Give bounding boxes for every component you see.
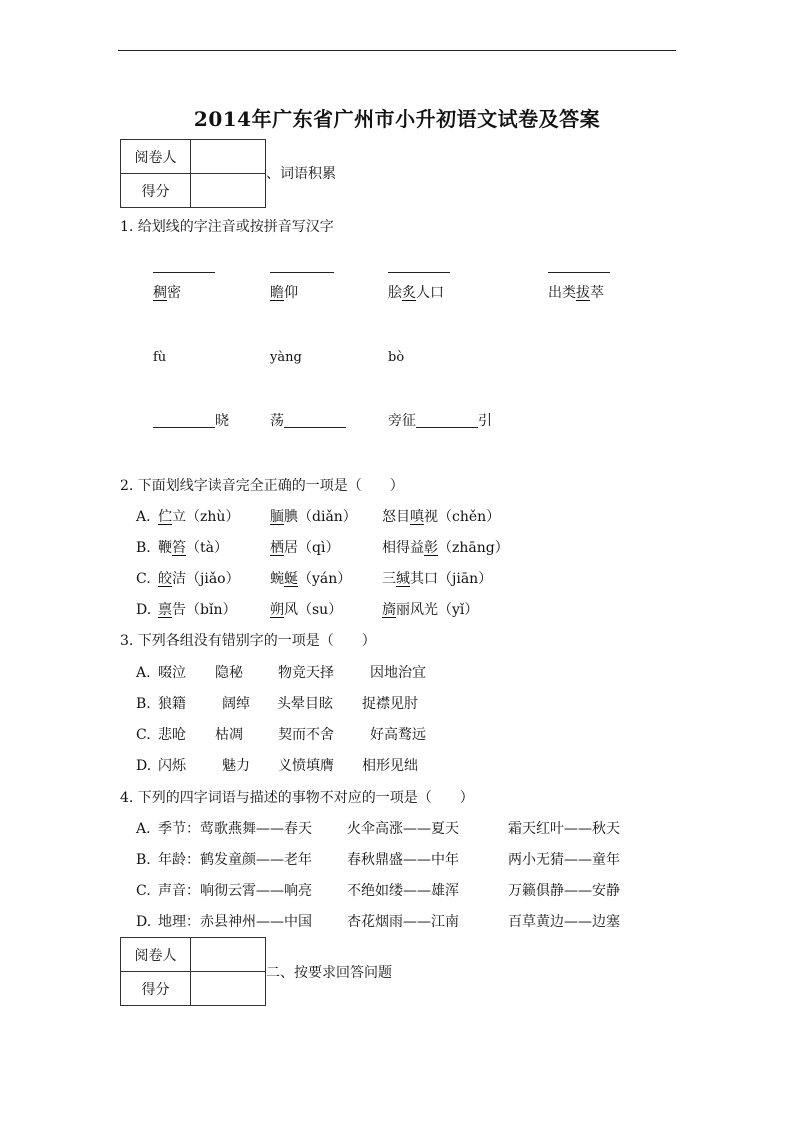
question-2-stem: 2. 下面划线字读音完全正确的一项是（ ）: [120, 478, 404, 494]
option-item: 百草黄边——边塞: [508, 914, 620, 930]
option-item: 春秋鼎盛——中年: [347, 852, 459, 868]
option-item: 契而不舍: [278, 727, 334, 743]
score-label: 得分: [121, 972, 191, 1006]
q4-option-b: [0, 850, 794, 870]
option-item: 伫立（zhù）: [158, 509, 240, 525]
q1-words: [0, 283, 794, 303]
option-item: 腼腆（diǎn）: [270, 509, 357, 525]
q2-option-c: [0, 569, 794, 589]
q3-option-c: [0, 725, 794, 745]
option-label: A.: [136, 509, 151, 525]
pinyin-cue: bò: [388, 350, 405, 365]
option-item: 火伞高涨——夏天: [347, 821, 459, 837]
answer-blank[interactable]: [388, 258, 450, 273]
q1-word: 脍炙人口: [388, 285, 444, 301]
question-4: [0, 788, 794, 808]
option-item: 地理：赤县神州——中国: [158, 914, 312, 930]
reviewer-label: 阅卷人: [121, 140, 191, 174]
option-item: 阔绰: [222, 696, 250, 712]
page-title: 2014年广东省广州市小升初语文试卷及答案: [193, 107, 601, 131]
option-label: D.: [136, 602, 152, 618]
answer-blank[interactable]: [284, 413, 346, 428]
option-item: 捉襟见肘: [362, 696, 418, 712]
option-item: 栖居（qì）: [270, 540, 340, 556]
question-1-stem: 1. 给划线的字注音或按拼音写汉字: [120, 219, 334, 235]
pinyin-cue: fù: [153, 350, 167, 365]
answer-blank[interactable]: [270, 258, 334, 273]
option-label: A.: [136, 665, 151, 681]
reviewer-field[interactable]: [191, 140, 266, 174]
option-label: C.: [136, 883, 151, 899]
option-label: C.: [136, 727, 151, 743]
question-1: [0, 217, 794, 237]
header-rule: [118, 50, 676, 51]
option-item: 魅力: [222, 758, 250, 774]
option-item: 怒目嗔视（chěn）: [382, 509, 501, 525]
answer-blank[interactable]: [416, 413, 478, 428]
question-3: [0, 631, 794, 651]
option-item: 蜿蜒（yán）: [270, 571, 352, 587]
option-label: D.: [136, 914, 152, 930]
q1-fill-row: [0, 411, 794, 431]
option-item: 闪烁: [158, 758, 186, 774]
option-label: B.: [136, 540, 151, 556]
question-4-stem: 4. 下列的四字词语与描述的事物不对应的一项是（ ）: [120, 790, 474, 806]
q2-option-b: [0, 538, 794, 558]
option-label: C.: [136, 571, 151, 587]
q2-option-d: [0, 600, 794, 620]
option-item: 皎洁（jiǎo）: [158, 571, 240, 587]
grading-box-2: [120, 937, 266, 1006]
option-label: A.: [136, 821, 151, 837]
option-item: 禀告（bǐn）: [158, 602, 237, 618]
q4-option-c: [0, 881, 794, 901]
option-item: 狼籍: [158, 696, 186, 712]
option-item: 不绝如缕——雄浑: [347, 883, 459, 899]
option-item: 鞭笞（tà）: [158, 540, 228, 556]
option-item: 声音：响彻云霄——响亮: [158, 883, 312, 899]
q4-option-d: [0, 912, 794, 932]
option-item: 霜天红叶——秋天: [508, 821, 620, 837]
q3-option-d: [0, 756, 794, 776]
answer-blank[interactable]: [548, 258, 610, 273]
option-item: 物竞天择: [278, 665, 334, 681]
reviewer-label: 阅卷人: [121, 938, 191, 972]
option-item: 两小无猜——童年: [508, 852, 620, 868]
option-label: B.: [136, 852, 151, 868]
option-item: 隐秘: [215, 665, 243, 681]
option-item: 枯凋: [215, 727, 243, 743]
section-2-heading: 二、按要求回答问题: [266, 965, 392, 981]
answer-blank[interactable]: [153, 258, 215, 273]
option-item: 义愤填膺: [278, 758, 334, 774]
option-item: 相形见绌: [362, 758, 418, 774]
q3-option-b: [0, 694, 794, 714]
option-item: 头晕目眩: [277, 696, 333, 712]
option-label: D.: [136, 758, 152, 774]
option-item: 悲呛: [158, 727, 186, 743]
answer-blank[interactable]: [153, 413, 215, 428]
q1-word: 瞻仰: [270, 285, 298, 301]
q1-answer-lines: [0, 256, 794, 276]
q1-word: 稠密: [153, 285, 181, 301]
q3-option-a: [0, 663, 794, 683]
score-field[interactable]: [191, 174, 266, 208]
grading-box-1: [120, 139, 266, 208]
option-item: 杏花烟雨——江南: [347, 914, 459, 930]
option-label: B.: [136, 696, 151, 712]
option-item: 季节：莺歌燕舞——春天: [158, 821, 312, 837]
section-1-heading: 、词语积累: [266, 166, 336, 182]
score-field[interactable]: [191, 972, 266, 1006]
option-item: 年龄：鹤发童颜——老年: [158, 852, 312, 868]
pinyin-cue: yàng: [270, 350, 302, 365]
option-item: 万籁俱静——安静: [508, 883, 620, 899]
q1-pinyin-row: [0, 348, 794, 368]
q2-option-a: [0, 507, 794, 527]
fill-item: 旁征 引: [388, 413, 492, 429]
question-2: [0, 476, 794, 496]
reviewer-field[interactable]: [191, 938, 266, 972]
fill-item: 晓: [153, 411, 229, 431]
fill-item: 荡: [270, 411, 346, 431]
option-item: 旖丽风光（yǐ）: [382, 602, 479, 618]
score-label: 得分: [121, 174, 191, 208]
q4-option-a: [0, 819, 794, 839]
option-item: 因地治宜: [370, 665, 426, 681]
question-3-stem: 3. 下列各组没有错别字的一项是（ ）: [120, 633, 376, 649]
option-item: 相得益彰（zhāng）: [382, 540, 509, 556]
option-item: 三缄其口（jiān）: [382, 571, 493, 587]
option-item: 好高鹜远: [370, 727, 426, 743]
option-item: 朔风（su）: [270, 602, 343, 618]
option-item: 啜泣: [158, 665, 186, 681]
q1-word: 出类拔萃: [548, 285, 604, 301]
